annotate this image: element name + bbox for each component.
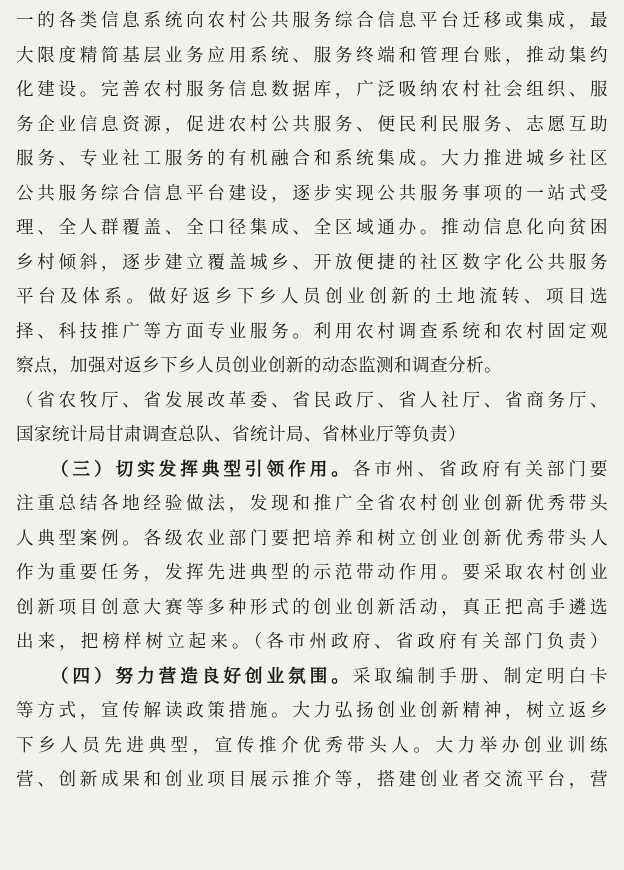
text-line: 国家统计局甘肃调查总队、省统计局、省林业厅等负责） xyxy=(16,425,466,445)
section-3-heading: （三）切实发挥典型引领作用。 xyxy=(51,459,353,480)
text-line: 服务、专业社工服务的有机融合和系统集成。大力推进城乡社区 xyxy=(16,149,608,169)
text-line: 等方式，宣传解读政策措施。大力弘扬创业创新精神，树立返乡 xyxy=(16,701,608,721)
text-line: 理、全人群覆盖、全口径集成、全区域通办。推动信息化向贫困 xyxy=(16,218,608,238)
text-line: 人典型案例。各级农业部门要把培养和树立创业创新优秀带头人 xyxy=(16,528,608,549)
text-line: 化建设。完善农村服务信息数据库，广泛吸纳农村社会组织、服 xyxy=(16,80,608,100)
section-4-first-line xyxy=(16,660,608,695)
section-4-heading: （四）努力营造良好创业氛围。 xyxy=(51,666,353,687)
text-line: 注重总结各地经验做法，发现和推广全省农村创业创新优秀带头 xyxy=(16,494,608,514)
text-line: （省农牧厅、省发展改革委、省民政厅、省人社厅、省商务厅、 xyxy=(16,390,608,411)
section-3-first-text: 各市州、省政府有关部门要 xyxy=(352,459,609,480)
text-line: 创新项目创意大赛等多种形式的创业创新活动，真正把高手遴选 xyxy=(16,597,608,618)
text-line: 察点，加强对返乡下乡人员创业创新的动态监测和调查分析。 xyxy=(16,356,502,376)
text-line: 大限度精简基层业务应用系统、服务终端和管理台账，推动集约 xyxy=(16,45,608,66)
text-line: 务企业信息资源，促进农村公共服务、便民利民服务、志愿互助 xyxy=(16,114,608,135)
text-line: 公共服务综合信息平台建设，逐步实现公共服务事项的一站式受 xyxy=(16,183,608,204)
text-line: 作为重要任务，发挥先进典型的示范带动作用。要采取农村创业 xyxy=(16,563,608,583)
text-line: 一的各类信息系统向农村公共服务综合信息平台迁移或集成，最 xyxy=(16,11,608,31)
text-line: 营、创新成果和创业项目展示推介等，搭建创业者交流平台，营 xyxy=(16,770,608,790)
text-line: 下乡人员先进典型，宣传推介优秀带头人。大力举办创业训练 xyxy=(16,735,608,756)
text-line: 择、科技推广等方面专业服务。利用农村调查系统和农村固定观 xyxy=(16,321,608,342)
text-line: 出来，把榜样树立起来。（各市州政府、省政府有关部门负责） xyxy=(16,632,608,652)
text-line: 乡村倾斜，逐步建立覆盖城乡、开放便捷的社区数字化公共服务 xyxy=(16,252,608,273)
section-4-first-text: 采取编制手册、制定明白卡 xyxy=(352,666,609,687)
text-line: 平台及体系。做好返乡下乡人员创业创新的土地流转、项目选 xyxy=(16,287,608,307)
section-3-first-line xyxy=(16,453,608,488)
